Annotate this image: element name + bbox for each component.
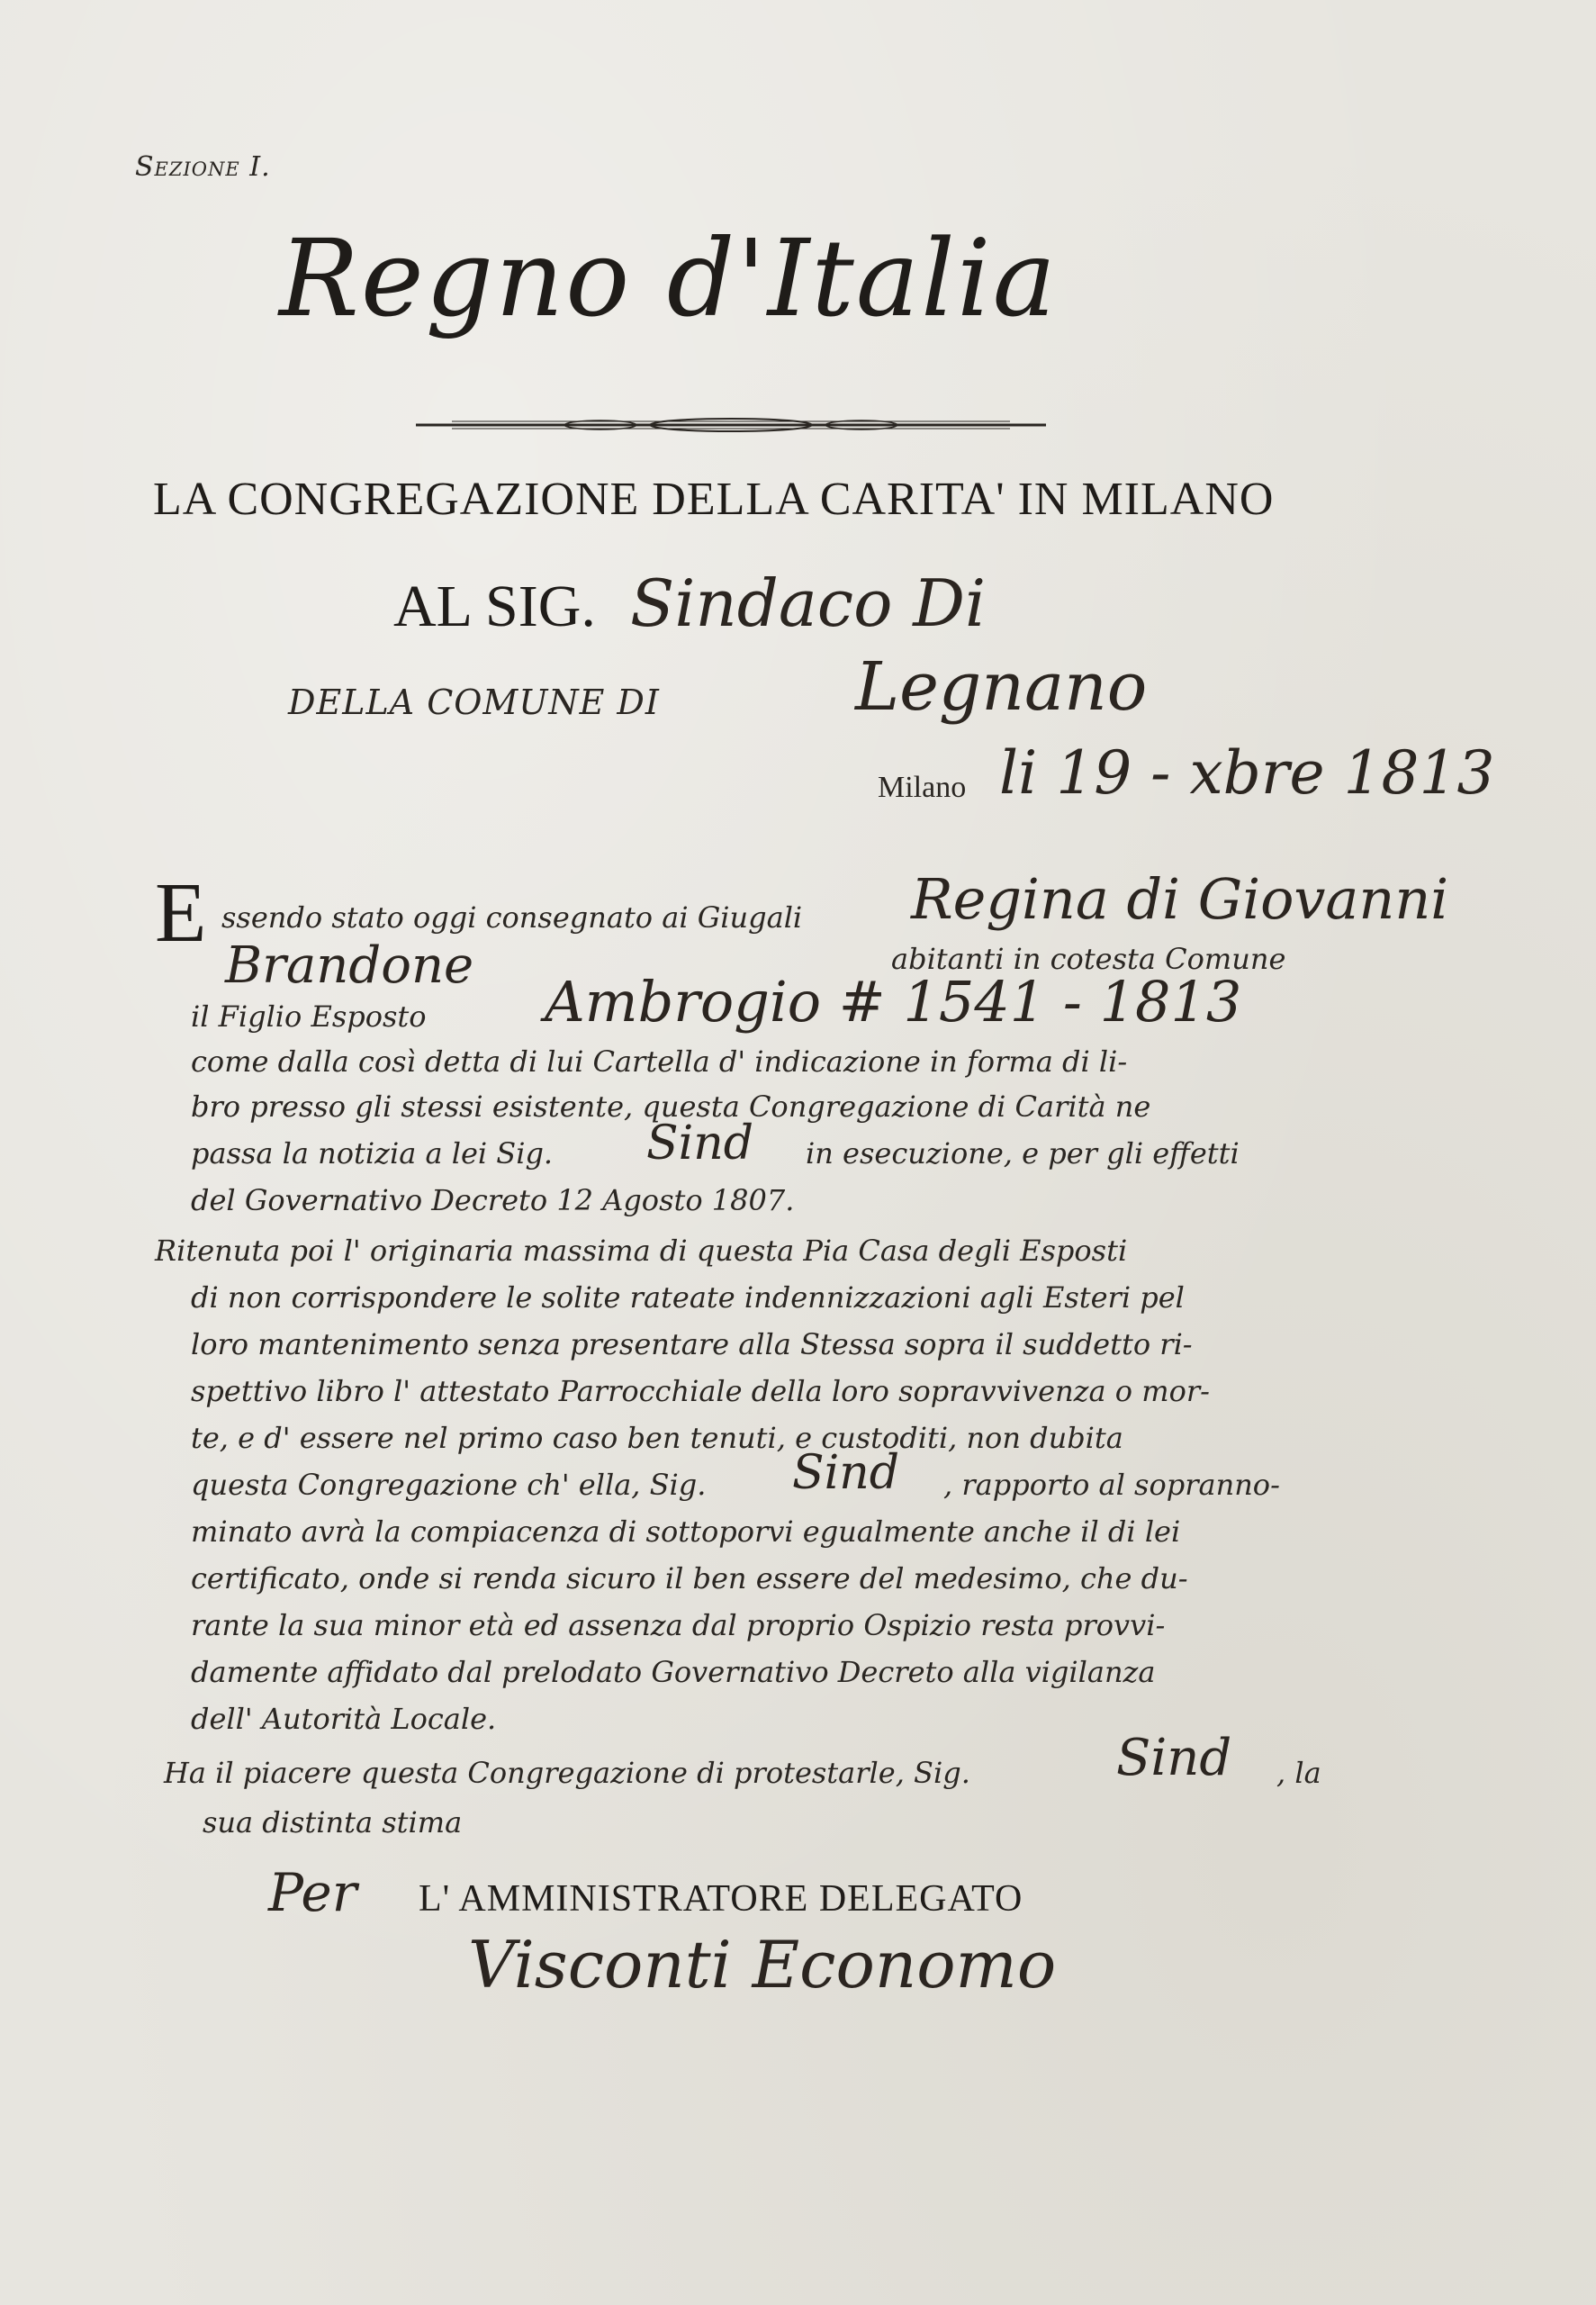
body-line: minato avrà la compiacenza di sottoporvi egualmente anche il di lei (191, 1514, 1181, 1549)
title-handwritten: Sind (792, 1446, 900, 1500)
title-handwritten: Sind (1116, 1729, 1232, 1787)
body-line: te, e d' essere nel primo caso ben tenuti, e custoditi, non dubita (191, 1421, 1123, 1455)
kingdom-title: Regno d'Italia (279, 216, 1058, 340)
ornamental-divider (416, 414, 1046, 436)
spouse-handwritten: Regina di Giovanni (911, 866, 1449, 932)
body-line: rante la sua minor età ed assenza dal proprio Ospizio resta provvi- (191, 1608, 1166, 1642)
body-line: passa la notizia a lei Sig. (191, 1136, 554, 1171)
child-handwritten: Ambrogio # 1541 - 1813 (545, 969, 1242, 1035)
place-label: Milano (878, 771, 967, 804)
body-line: dell' Autorità Locale. (191, 1702, 497, 1736)
body-line: Ha il piacere questa Congregazione di protestarle, Sig. (164, 1756, 970, 1790)
body-line: loro mantenimento senza presentare alla Stessa sopra il suddetto ri- (191, 1327, 1193, 1361)
institution-heading: LA CONGREGAZIONE DELLA CARITA' IN MILANO (153, 474, 1275, 525)
body-line: spettivo libro l' attestato Parrocchiale della loro sopravvivenza o mor- (191, 1374, 1210, 1408)
comune-label: DELLA COMUNE DI (288, 682, 660, 722)
body-line: come dalla così detta di lui Cartella d' indicazione in forma di li- (191, 1044, 1128, 1079)
body-line: il Figlio Esposto (191, 999, 427, 1034)
signature: Visconti Economo (468, 1927, 1057, 2002)
body-line: bro presso gli stessi esistente, questa Congregazione di Carità ne (191, 1089, 1151, 1124)
body-line: questa Congregazione ch' ella, Sig. (191, 1468, 707, 1502)
body-line: , la (1276, 1756, 1321, 1790)
body-line: Ritenuta poi l' originaria massima di questa Pia Casa degli Esposti (155, 1234, 1128, 1268)
body-line: abitanti in cotesta Comune (891, 942, 1286, 976)
section-label: Sezione I. (135, 151, 271, 183)
addressee-label: AL SIG. (393, 574, 596, 639)
body-line: del Governativo Decreto 12 Agosto 1807. (191, 1183, 795, 1217)
date-handwritten: li 19 - xbre 1813 (999, 738, 1495, 808)
comune-handwritten: Legnano (855, 648, 1148, 726)
surname-handwritten: Brandone (225, 936, 474, 995)
body-line: di non corrispondere le solite rateate indennizzazioni agli Esteri pel (191, 1280, 1185, 1315)
body-line: in esecuzione, e per gli effetti (806, 1136, 1240, 1171)
drop-cap: E (155, 866, 207, 960)
body-line: , rapporto al soprannо- (943, 1468, 1280, 1502)
per-handwritten: Per (268, 1862, 357, 1923)
body-line: damente affidato dal prelodato Governativo Decreto alla vigilanza (191, 1655, 1156, 1689)
addressee-handwritten: Sindaco Di (630, 565, 987, 641)
signatory-title: L' AMMINISTRATORE DELEGATO (419, 1878, 1023, 1920)
body-line: sua distinta stima (203, 1805, 463, 1839)
body-line: ssendo stato oggi consegnato ai Giugali (221, 900, 803, 935)
body-line: certificato, onde si renda sicuro il ben essere del medesimo, che du- (191, 1561, 1188, 1595)
title-handwritten: Sind (646, 1116, 754, 1171)
